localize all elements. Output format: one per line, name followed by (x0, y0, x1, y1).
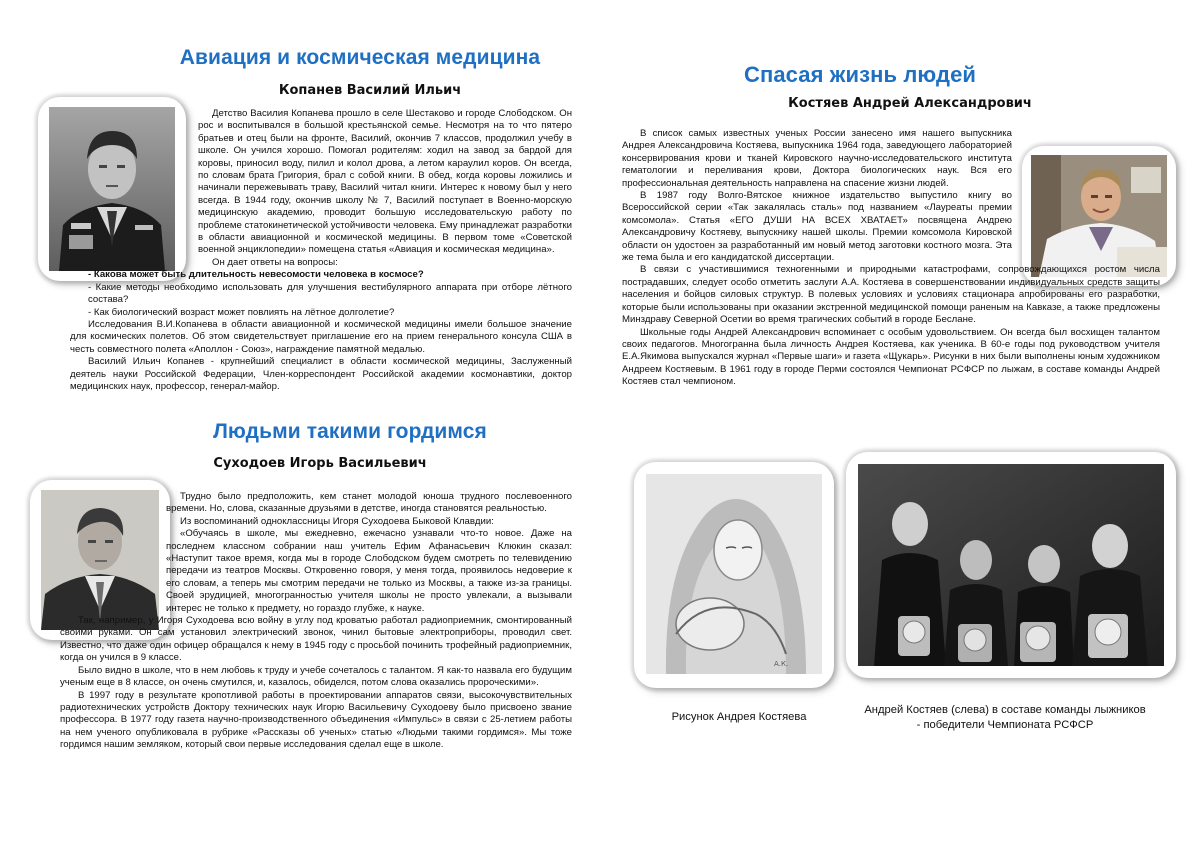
article-author-kopanev: Копанев Василий Ильич (278, 83, 462, 98)
paragraph: Трудно было предположить, кем станет молодой юноша трудного послевоенного времени. Но, слова, сказанные друзьями в детстве, иногда становятся реальностью. (166, 491, 572, 515)
photo-ski-team (846, 452, 1176, 678)
article-author-sukhodoev: Суходоев Игорь Васильевич (213, 456, 427, 471)
question-item: - Какова может быть длительность невесомости человека в космосе? (88, 269, 424, 281)
paragraph: Из воспоминаний одноклассницы Игоря Суходоева Быковой Клавдии: (180, 515, 494, 527)
svg-text:А.К.: А.К. (774, 660, 789, 668)
article-title-aviation: Авиация и космическая медицина (179, 46, 541, 69)
caption-ski-team-line1: Андрей Костяев (слева) в составе команды лыжников (864, 704, 1146, 716)
paragraph: В связи с участившимися техногенными и природными катастрофами, сопровождающихся ростом числа пострадавших, следует особо отметить заслуги А.А. Костяева в совершенствовании индивидуальных средств защиты населения и бойцов силовых структур. В полевых условиях и условиях стационара апробированы его разработки, которые были использованы при оказании экстренной медицинской помощи раненым на Кавказе, а также предложены Минздраву Северной Осетии во время трагических событий в городе Беслане. (622, 264, 1160, 326)
question-item: - Как биологический возраст может повлиять на лётное долголетие? (88, 306, 395, 318)
caption-drawing: Рисунок Андрея Костяева (671, 711, 807, 723)
article-body-kostyaev (622, 128, 1160, 389)
paragraph: Детство Василия Копанева прошло в селе Шестаково и городе Слободском. Он рос и воспитывался в большой крестьянской семье. Несмотря на то что пятеро братьев и отец были на фронте, Василий, окончив 7 классов, продолжил учебу в школе. Он учился хорошо. Помогал родителям: ходил на завод за бардой для коровы, приносил воду, пилил и колол дрова, а летом караулил коров. Он всегда, по словам брата Григория, брал с собой книги. В обед, когда коровы ложились и начинали пережевывать траву, Василий читал книги. Интерес к новому был у него всегда. В 1944 году, окончив школу № 7, Василий поступает в Военно-морскую медицинскую академию, проводит большую исследовательскую работу по проблеме статокинетической устойчивости человека. Ему принадлежат разработки в области авиационной и космической медицины. В первом томе «Советской военной энциклопедии» помещена статья «Авиация и космическая медицина». (198, 108, 572, 256)
paragraph: Школьные годы Андрей Александрович вспоминает с особым удовольствием. Он всегда был восхищен талантом своих педагогов. Многогранна была личность Андрея Костяева, как ученика. В 60-е годы под руководством учителя Е.А.Якимова выпускался журнал «Первые шаги» и газета «Щукарь». Рисунки в них были выполнены юным художником Андреем Костяевым. В 1961 году в городе Перми состоялся Чемпионат РСФСР по лыжам, в составе команды Андрей Костяев стал чемпионом. (622, 326, 1160, 388)
question-item: - Какие методы необходимо использовать для улучшения вестибулярного аппарата при отборе лётного состава? (88, 281, 572, 306)
paragraph: Исследования В.И.Копанева в области авиационной и космической медицины имели большое значение для космических полетов. Об этом свидетельствует приглашение его на прием генерального консула США в честь совместного полета «Аполлон - Союз», награждение памятной медалью. (70, 318, 572, 355)
paragraph: В 1997 году в результате кропотливой работы в проектировании аппаратов связи, высокочувствительных радиотехнических устройств Доктору технических наук Игорю Васильевичу Суходоеву было присвоено звание профессора. В 1977 году газета научно-производственного объединения «Импульс» в связи с 25-летием работы на нем ученого опубликовала в рубрике «Рассказы об ученых» статью «Людьми такими гордимся». Мы тоже гордимся нашим земляком, который свои первые исследования сделал еще в школе. (60, 689, 572, 751)
paragraph: Так, например, у Игоря Суходоева всю войну в углу под кроватью работал радиоприемник, смонтированный своими руками. Он сам установил электрический звонок, чинил бытовые электроприборы, проводил свет. Известно, что даже один офицер обращался к нему в 1945 году с просьбой починить трофейный радиоприемник, когда он учился в 9 классе. (60, 615, 572, 664)
article-body-sukhodoev (60, 491, 572, 752)
article-title-proud: Людьми такими гордимся (213, 420, 487, 443)
paragraph: «Обучаясь в школе, мы ежедневно, ежечасно узнавали что-то новое. Даже на последнем классном собрании наш учитель Ефим Афанасьевич Клюкин сказал: «Наступит такое время, когда мы в городе Слободском будем смотреть по телевидению передачи из театров Москвы. Откровенно говоря, у меня тогда, проявилось недоверие к его словам, а теперь мы смотрим передачи не только из Москвы, а также из-за границы. Своей эрудицией, многогранностью учителя школы не просто увлекали, а вызывали интерес не только к предмету, но гораздо глубже, к науке. (166, 528, 572, 614)
paragraph: Было видно в школе, что в нем любовь к труду и учебе сочеталось с талантом. Я как-то назвала его будущим ученым еще в 8 классе, он очень смутился, и, казалось, обиделся, потом слова оказались пророческими». (60, 664, 572, 689)
article-body-kopanev (70, 108, 572, 393)
paragraph: Он дает ответы на вопросы: (212, 256, 338, 268)
paragraph: В 1987 году Волго-Вятское книжное издательство выпустило книгу во Всероссийской серии «Так закалялась сталь» под названием «Лауреаты премии комсомола». Статья «ЕГО ДУШИ НА ВСЕХ ХВАТАЕТ» посвящена Андрею Александровичу Костяеву, выпускнику нашей школы. Премии комсомола Кировской области он удостоен за разработанный им новый метод заготовки костного мозга. Эта же тема была и его кандидатской диссертации. (622, 190, 1012, 264)
article-author-kostyaev: Костяев Андрей Александрович (788, 96, 1032, 111)
paragraph: Василий Ильич Копанев - крупнейший специалист в области космической медицины, Заслуженный деятель науки Российской Федерации, Член-корреспондент Российской академии космонавтики, доктор медицинских наук, профессор, генерал-майор. (70, 356, 572, 392)
article-title-saving-lives: Спасая жизнь людей (743, 62, 977, 87)
drawing-madonna (634, 462, 834, 688)
caption-ski-team-line2: - победители Чемпионата РСФСР (916, 719, 1094, 731)
paragraph: В список самых известных ученых России занесено имя нашего выпускника Андрея Александровича Костяева, выпускника 1964 года, заведующего лабораторией консервирования крови и тканей Кировского научно-исследовательского института гематологии и переливания крови, Доктора биологических наук. Вся его профессиональная деятельность направлена на спасение жизни людей. (622, 128, 1012, 189)
